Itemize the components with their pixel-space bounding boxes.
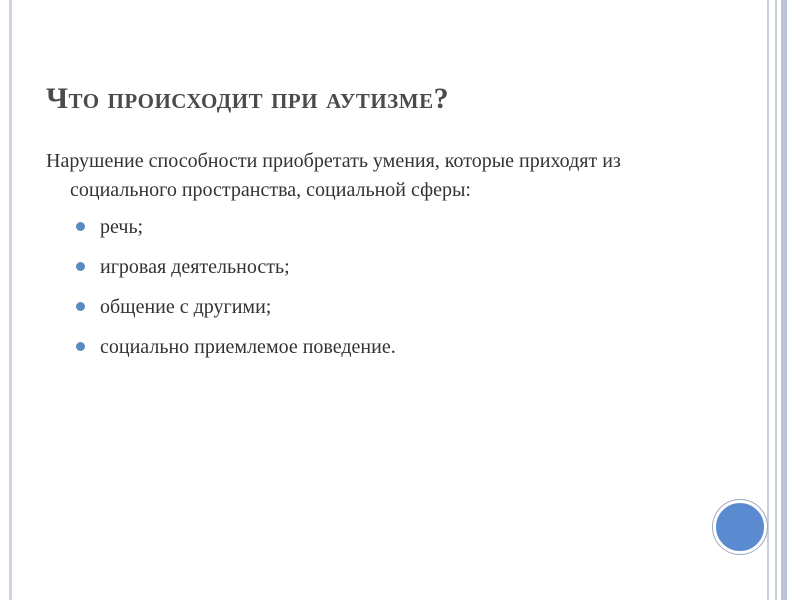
list-item-text: общение с другими; bbox=[100, 296, 272, 318]
list-item bbox=[70, 293, 696, 322]
list-item bbox=[70, 253, 696, 282]
list-item bbox=[70, 213, 696, 242]
bullet-icon bbox=[76, 222, 85, 231]
bullet-icon bbox=[76, 262, 85, 271]
bullet-icon bbox=[76, 302, 85, 311]
slide-title: Что происходит при аутизме? bbox=[46, 82, 450, 115]
left-border-line bbox=[9, 0, 12, 600]
list-item-text: социально приемлемое поведение. bbox=[100, 336, 396, 358]
list-item bbox=[70, 333, 696, 362]
right-border-line bbox=[767, 0, 769, 600]
intro-text: Нарушение способности приобретать умения, которые приходят из социального пространства, социальной сферы: bbox=[46, 150, 621, 201]
decorative-circle bbox=[713, 500, 767, 554]
list-item-text: игровая деятельность; bbox=[100, 256, 290, 278]
slide-content bbox=[46, 147, 696, 373]
list-item-text: речь; bbox=[100, 216, 144, 238]
right-border-line bbox=[775, 0, 777, 600]
bullet-icon bbox=[76, 342, 85, 351]
right-border-bar bbox=[781, 0, 787, 600]
bullet-list bbox=[46, 213, 696, 362]
